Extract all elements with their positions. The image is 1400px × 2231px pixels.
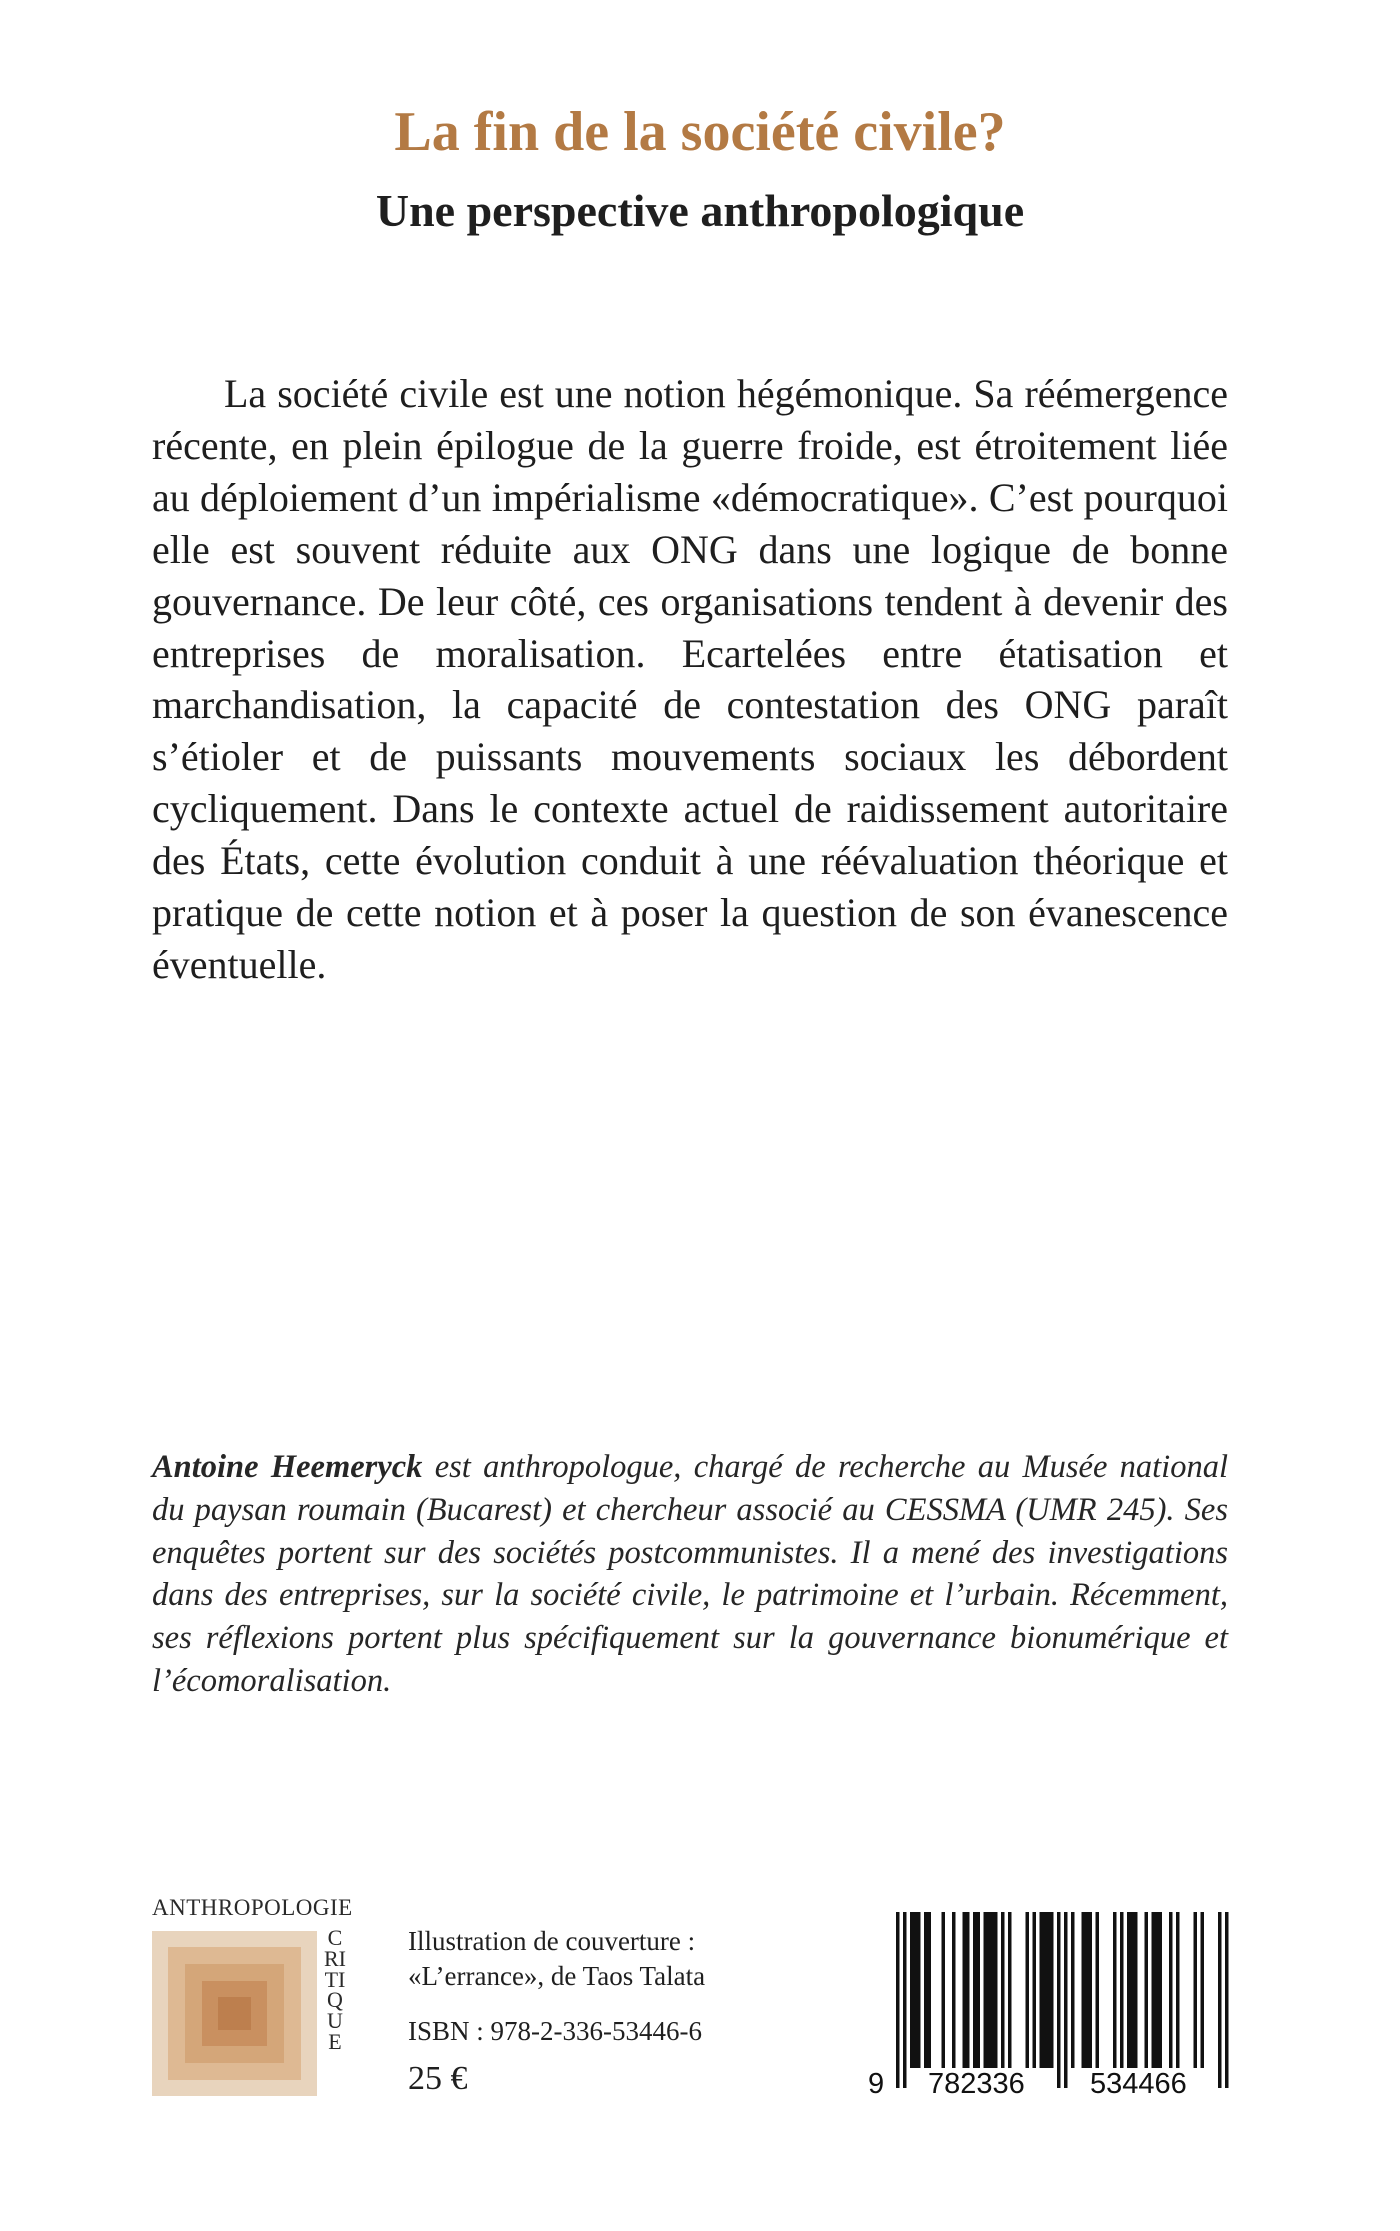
barcode-bar — [994, 1912, 998, 2068]
cover-credit-line-2: «L’errance», de Taos Talata — [408, 1961, 706, 1991]
series-vertical-word: CRITIQUE — [324, 1925, 346, 2054]
price: 25 € — [408, 2060, 468, 2097]
barcode-bar — [1085, 1912, 1089, 2068]
author-bio-text: est anthropologue, chargé de recherche au Musée national du paysan roumain (Bucarest) et chercheur associé au CESSMA (UMR 245). Ses enquêtes portent sur des sociétés postcommunistes. Il a mené des investigations dans des entreprises, sur la société civile, le patrimoine et l’urbain. Récemment, ses réflexions portent plus spécifiquement sur la gouvernance bionumérique et l’écomoralisation. — [152, 1449, 1228, 1699]
barcode-bar — [1152, 1912, 1156, 2068]
barcode-bar — [1131, 1912, 1135, 2068]
barcode-bar — [928, 1912, 932, 2068]
barcode-bar — [1096, 1912, 1100, 2068]
barcode-bar — [1120, 1912, 1124, 2068]
barcode-bar — [1057, 1912, 1061, 2088]
barcode-bar — [977, 1912, 981, 2068]
barcode-bar — [1050, 1912, 1054, 2068]
book-subtitle: Une perspective anthropologique — [375, 185, 1025, 236]
barcode-bar — [1008, 1912, 1012, 2068]
barcode-bar — [924, 1912, 928, 2068]
barcode-bar — [903, 1912, 907, 2088]
barcode-digit-group-3: 534466 — [1090, 2068, 1187, 2100]
barcode-bar — [1134, 1912, 1138, 2068]
barcode-bar — [1082, 1912, 1086, 2068]
barcode-bar — [914, 1912, 918, 2068]
author-bio — [152, 1446, 1228, 1703]
barcode-bar — [987, 1912, 991, 2068]
barcode-bar — [1040, 1912, 1044, 2068]
barcode-bar — [1169, 1912, 1173, 2068]
barcode-bar — [1127, 1912, 1131, 2068]
barcode-bar — [1033, 1912, 1037, 2068]
series-label: ANTHROPOLOGIE — [152, 1895, 353, 1920]
barcode-bar — [1001, 1912, 1005, 2068]
barcode-bar — [966, 1912, 970, 2068]
series-logo — [152, 1931, 317, 2096]
barcode-bar — [896, 1912, 900, 2088]
logo-square-5 — [218, 1997, 251, 2030]
barcode-bar — [1113, 1912, 1117, 2068]
barcode-bar — [973, 1912, 977, 2068]
barcode-digits — [858, 2068, 1256, 2104]
barcode-bar — [1176, 1912, 1180, 2068]
barcode-bar — [942, 1912, 946, 2068]
barcode-bar — [1159, 1912, 1163, 2068]
author-name: Antoine Heemeryck — [152, 1449, 423, 1485]
barcode-bar — [963, 1912, 967, 2068]
barcode-digit-group-2: 782336 — [928, 2068, 1025, 2100]
barcode-bar — [1194, 1912, 1198, 2068]
barcode-bar — [1071, 1912, 1075, 2068]
barcode-bar — [952, 1912, 956, 2068]
summary-paragraph: La société civile est une notion hégémonique. Sa réémergence récente, en plein épilogue de la guerre froide, est étroitement liée au déploiement d’un impérialisme «démocratique». C’est pourquoi elle est souvent réduite aux ONG dans une logique de bonne gouvernance. De leur côté, ces organisations tendent à devenir des entreprises de moralisation. Ecartelées entre étatisation et marchandisation, la capacité de contestation des ONG paraît s’étioler et de puissants mouvements sociaux les débordent cycliquement. Dans le contexte actuel de raidissement autoritaire des États, cette évolution conduit à une réévaluation théorique et pratique de cette notion et à poser la question de son évanescence éventuelle. — [152, 371, 1228, 987]
barcode-bar — [1201, 1912, 1205, 2068]
barcode-bar — [1155, 1912, 1159, 2068]
barcode-bar — [1218, 1912, 1222, 2088]
isbn: ISBN : 978-2-336-53446-6 — [408, 2016, 702, 2046]
barcode-bar — [1145, 1912, 1149, 2068]
barcode-bar — [1225, 1912, 1229, 2088]
barcode-bar — [910, 1912, 914, 2068]
barcode-bar — [984, 1912, 988, 2068]
barcode-bar — [1064, 1912, 1068, 2088]
barcode-bar — [1026, 1912, 1030, 2068]
barcode-bar — [991, 1912, 995, 2068]
barcode-bar — [1047, 1912, 1051, 2068]
cover-credit-line-1: Illustration de couverture : — [408, 1926, 696, 1956]
barcode-digit-group-1: 9 — [868, 2068, 885, 2100]
book-title: La fin de la société civile? — [394, 101, 1006, 163]
barcode-bar — [1043, 1912, 1047, 2068]
barcode-bar — [1089, 1912, 1093, 2068]
barcode-bar — [917, 1912, 921, 2068]
